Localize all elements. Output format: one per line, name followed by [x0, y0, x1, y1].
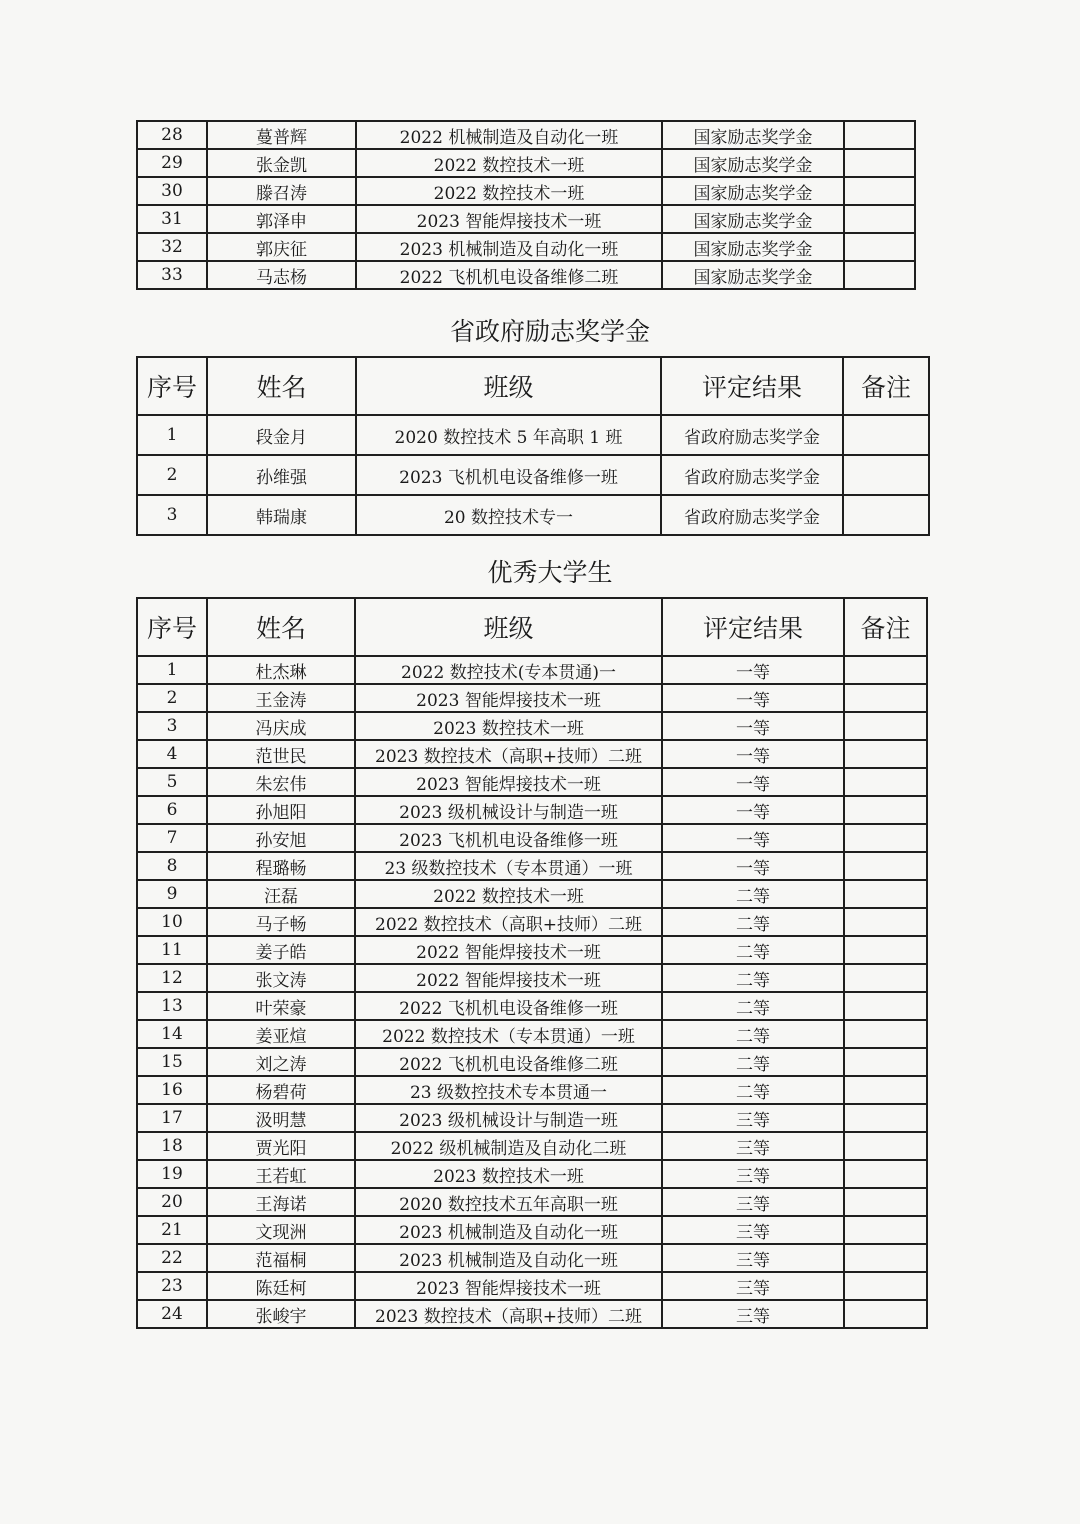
cell-class: 2023 飞机机电设备维修一班 — [355, 824, 662, 852]
table-row — [137, 1300, 927, 1328]
cell-class: 2023 级机械设计与制造一班 — [355, 796, 662, 824]
header-no: 序号 — [137, 357, 207, 415]
cell-result: 二等 — [662, 1076, 844, 1104]
cell-result: 二等 — [662, 1048, 844, 1076]
cell-no: 2 — [137, 684, 207, 712]
header-note: 备注 — [843, 357, 929, 415]
cell-result: 国家励志奖学金 — [662, 261, 844, 289]
table-row — [137, 1104, 927, 1132]
cell-class: 2023 机械制造及自动化一班 — [355, 1244, 662, 1272]
cell-no: 8 — [137, 852, 207, 880]
cell-no: 23 — [137, 1272, 207, 1300]
cell-result: 二等 — [662, 1020, 844, 1048]
cell-class: 2023 机械制造及自动化一班 — [355, 1216, 662, 1244]
provincial-table-body — [137, 415, 929, 535]
cell-no: 16 — [137, 1076, 207, 1104]
cell-note — [844, 1020, 927, 1048]
cell-no: 2 — [137, 455, 207, 495]
cell-result: 一等 — [662, 796, 844, 824]
cell-result: 省政府励志奖学金 — [661, 415, 843, 455]
cell-result: 国家励志奖学金 — [662, 205, 844, 233]
cell-note — [844, 1076, 927, 1104]
cell-no: 30 — [137, 177, 207, 205]
cell-note — [844, 1300, 927, 1328]
cell-no: 11 — [137, 936, 207, 964]
cell-result: 省政府励志奖学金 — [661, 495, 843, 535]
cell-no: 10 — [137, 908, 207, 936]
excellent-section-title: 优秀大学生 — [487, 558, 613, 587]
cell-name: 冯庆成 — [207, 712, 355, 740]
cell-no: 15 — [137, 1048, 207, 1076]
cell-note — [844, 1216, 927, 1244]
cell-name: 陈廷柯 — [207, 1272, 355, 1300]
cell-class: 2020 数控技术 5 年高职 1 班 — [356, 415, 661, 455]
cell-result: 一等 — [662, 852, 844, 880]
cell-name: 刘之涛 — [207, 1048, 355, 1076]
cell-class: 20 数控技术专一 — [356, 495, 661, 535]
cell-class: 2022 数控技术（专本贯通）一班 — [355, 1020, 662, 1048]
cell-name: 张金凯 — [207, 149, 356, 177]
cell-note — [844, 768, 927, 796]
cell-name: 朱宏伟 — [207, 768, 355, 796]
cell-class: 2022 飞机机电设备维修一班 — [355, 992, 662, 1020]
provincial-header-row — [137, 357, 929, 415]
provincial-scholarship-table — [136, 356, 930, 536]
cell-class: 2023 数控技术（高职+技师）二班 — [355, 1300, 662, 1328]
table-row — [137, 177, 915, 205]
cell-name: 叶荣豪 — [207, 992, 355, 1020]
header-note: 备注 — [844, 598, 927, 656]
cell-class: 2023 机械制造及自动化一班 — [356, 233, 662, 261]
cell-class: 2022 飞机机电设备维修二班 — [356, 261, 662, 289]
cell-result: 二等 — [662, 992, 844, 1020]
header-no: 序号 — [137, 598, 207, 656]
cell-no: 33 — [137, 261, 207, 289]
cell-no: 17 — [137, 1104, 207, 1132]
table-row — [137, 880, 927, 908]
cell-no: 12 — [137, 964, 207, 992]
cell-result: 三等 — [662, 1216, 844, 1244]
cell-class: 23 级数控技术专本贯通一 — [355, 1076, 662, 1104]
cell-note — [844, 908, 927, 936]
cell-result: 三等 — [662, 1244, 844, 1272]
table-row — [137, 992, 927, 1020]
cell-class: 2023 级机械设计与制造一班 — [355, 1104, 662, 1132]
cell-no: 13 — [137, 992, 207, 1020]
cell-result: 三等 — [662, 1160, 844, 1188]
cell-result: 国家励志奖学金 — [662, 233, 844, 261]
cell-note — [844, 205, 915, 233]
cell-name: 孙安旭 — [207, 824, 355, 852]
header-result: 评定结果 — [661, 357, 843, 415]
table-row — [137, 1160, 927, 1188]
table-row — [137, 1272, 927, 1300]
table-row — [137, 1244, 927, 1272]
table-row — [137, 712, 927, 740]
cell-class: 2022 机械制造及自动化一班 — [356, 121, 662, 149]
cell-name: 马志杨 — [207, 261, 356, 289]
table-row — [137, 205, 915, 233]
cell-name: 滕召涛 — [207, 177, 356, 205]
cell-class: 2023 智能焊接技术一班 — [355, 684, 662, 712]
cell-result: 三等 — [662, 1132, 844, 1160]
cell-result: 省政府励志奖学金 — [661, 455, 843, 495]
cell-note — [844, 964, 927, 992]
cell-class: 2022 数控技术(专本贯通)一 — [355, 656, 662, 684]
table-row — [137, 824, 927, 852]
cell-note — [844, 936, 927, 964]
cell-result: 一等 — [662, 684, 844, 712]
cell-no: 22 — [137, 1244, 207, 1272]
cell-result: 三等 — [662, 1272, 844, 1300]
excellent-table-body — [137, 656, 927, 1328]
cell-class: 2023 智能焊接技术一班 — [355, 768, 662, 796]
table-row — [137, 455, 929, 495]
cell-note — [843, 455, 929, 495]
cell-name: 姜子皓 — [207, 936, 355, 964]
header-result: 评定结果 — [662, 598, 844, 656]
table-row — [137, 1132, 927, 1160]
cell-note — [844, 824, 927, 852]
header-class: 班级 — [355, 598, 662, 656]
cell-result: 一等 — [662, 712, 844, 740]
cell-note — [844, 233, 915, 261]
table-row — [137, 656, 927, 684]
cell-no: 5 — [137, 768, 207, 796]
cell-name: 王金涛 — [207, 684, 355, 712]
table-row — [137, 495, 929, 535]
cell-name: 汲明慧 — [207, 1104, 355, 1132]
cell-name: 杜杰琳 — [207, 656, 355, 684]
cell-result: 一等 — [662, 656, 844, 684]
cell-result: 三等 — [662, 1300, 844, 1328]
excellent-student-table — [136, 597, 928, 1329]
cell-no: 3 — [137, 495, 207, 535]
cell-name: 王海诺 — [207, 1188, 355, 1216]
cell-no: 18 — [137, 1132, 207, 1160]
cell-no: 32 — [137, 233, 207, 261]
cell-name: 程璐畅 — [207, 852, 355, 880]
cell-name: 范世民 — [207, 740, 355, 768]
cell-note — [844, 1160, 927, 1188]
cell-no: 14 — [137, 1020, 207, 1048]
cell-note — [844, 149, 915, 177]
provincial-section-title: 省政府励志奖学金 — [449, 317, 650, 346]
cell-note — [844, 1132, 927, 1160]
excellent-header-row — [137, 598, 927, 656]
cell-note — [844, 261, 915, 289]
cell-class: 23 级数控技术（专本贯通）一班 — [355, 852, 662, 880]
table-row — [137, 1076, 927, 1104]
table-row — [137, 908, 927, 936]
cell-no: 6 — [137, 796, 207, 824]
table-row — [137, 768, 927, 796]
header-name: 姓名 — [207, 357, 356, 415]
cell-no: 3 — [137, 712, 207, 740]
cell-no: 1 — [137, 415, 207, 455]
table-row — [137, 936, 927, 964]
cell-result: 二等 — [662, 936, 844, 964]
cell-note — [844, 1244, 927, 1272]
table-row — [137, 233, 915, 261]
cell-result: 三等 — [662, 1188, 844, 1216]
cell-no: 20 — [137, 1188, 207, 1216]
table-row — [137, 1216, 927, 1244]
table-row — [137, 796, 927, 824]
cell-class: 2023 智能焊接技术一班 — [356, 205, 662, 233]
cell-result: 二等 — [662, 964, 844, 992]
cell-no: 21 — [137, 1216, 207, 1244]
cell-class: 2023 数控技术一班 — [355, 1160, 662, 1188]
national-scholarship-table — [136, 120, 916, 290]
cell-class: 2022 数控技术一班 — [356, 149, 662, 177]
cell-note — [844, 880, 927, 908]
cell-note — [843, 495, 929, 535]
table-row — [137, 684, 927, 712]
cell-name: 孙旭阳 — [207, 796, 355, 824]
cell-class: 2022 飞机机电设备维修二班 — [355, 1048, 662, 1076]
cell-name: 孙维强 — [207, 455, 356, 495]
cell-name: 段金月 — [207, 415, 356, 455]
cell-name: 蔓普辉 — [207, 121, 356, 149]
cell-name: 郭庆征 — [207, 233, 356, 261]
cell-result: 国家励志奖学金 — [662, 177, 844, 205]
cell-no: 31 — [137, 205, 207, 233]
cell-result: 一等 — [662, 740, 844, 768]
cell-name: 郭泽申 — [207, 205, 356, 233]
cell-class: 2020 数控技术五年高职一班 — [355, 1188, 662, 1216]
header-class: 班级 — [356, 357, 661, 415]
cell-note — [843, 415, 929, 455]
cell-no: 28 — [137, 121, 207, 149]
table-row — [137, 121, 915, 149]
cell-name: 范福桐 — [207, 1244, 355, 1272]
cell-note — [844, 121, 915, 149]
cell-note — [844, 656, 927, 684]
cell-no: 9 — [137, 880, 207, 908]
table-row — [137, 964, 927, 992]
cell-name: 贾光阳 — [207, 1132, 355, 1160]
cell-class: 2022 数控技术一班 — [356, 177, 662, 205]
cell-result: 二等 — [662, 908, 844, 936]
table-row — [137, 852, 927, 880]
cell-class: 2023 数控技术（高职+技师）二班 — [355, 740, 662, 768]
cell-no: 24 — [137, 1300, 207, 1328]
cell-note — [844, 740, 927, 768]
table-row — [137, 261, 915, 289]
cell-no: 4 — [137, 740, 207, 768]
cell-class: 2023 飞机机电设备维修一班 — [356, 455, 661, 495]
cell-no: 1 — [137, 656, 207, 684]
cell-class: 2022 数控技术（高职+技师）二班 — [355, 908, 662, 936]
cell-note — [844, 992, 927, 1020]
cell-note — [844, 1104, 927, 1132]
cell-class: 2022 数控技术一班 — [355, 880, 662, 908]
cell-class: 2022 智能焊接技术一班 — [355, 964, 662, 992]
cell-class: 2022 智能焊接技术一班 — [355, 936, 662, 964]
national-table-body — [137, 121, 915, 289]
table-row — [137, 149, 915, 177]
table-row — [137, 1048, 927, 1076]
cell-result: 三等 — [662, 1104, 844, 1132]
cell-note — [844, 1188, 927, 1216]
cell-note — [844, 796, 927, 824]
table-row — [137, 1188, 927, 1216]
cell-no: 19 — [137, 1160, 207, 1188]
cell-name: 张峻宇 — [207, 1300, 355, 1328]
cell-result: 国家励志奖学金 — [662, 121, 844, 149]
cell-name: 文现洲 — [207, 1216, 355, 1244]
table-row — [137, 415, 929, 455]
cell-name: 汪磊 — [207, 880, 355, 908]
table-row — [137, 1020, 927, 1048]
header-name: 姓名 — [207, 598, 355, 656]
cell-name: 王若虹 — [207, 1160, 355, 1188]
cell-name: 杨碧荷 — [207, 1076, 355, 1104]
table-row — [137, 740, 927, 768]
cell-no: 29 — [137, 149, 207, 177]
cell-note — [844, 852, 927, 880]
cell-no: 7 — [137, 824, 207, 852]
cell-note — [844, 684, 927, 712]
cell-class: 2022 级机械制造及自动化二班 — [355, 1132, 662, 1160]
cell-note — [844, 177, 915, 205]
cell-result: 一等 — [662, 824, 844, 852]
cell-class: 2023 数控技术一班 — [355, 712, 662, 740]
cell-note — [844, 1272, 927, 1300]
cell-result: 二等 — [662, 880, 844, 908]
cell-name: 韩瑞康 — [207, 495, 356, 535]
cell-result: 一等 — [662, 768, 844, 796]
cell-note — [844, 1048, 927, 1076]
cell-name: 马子畅 — [207, 908, 355, 936]
cell-name: 姜亚煊 — [207, 1020, 355, 1048]
cell-note — [844, 712, 927, 740]
cell-name: 张文涛 — [207, 964, 355, 992]
cell-class: 2023 智能焊接技术一班 — [355, 1272, 662, 1300]
cell-result: 国家励志奖学金 — [662, 149, 844, 177]
